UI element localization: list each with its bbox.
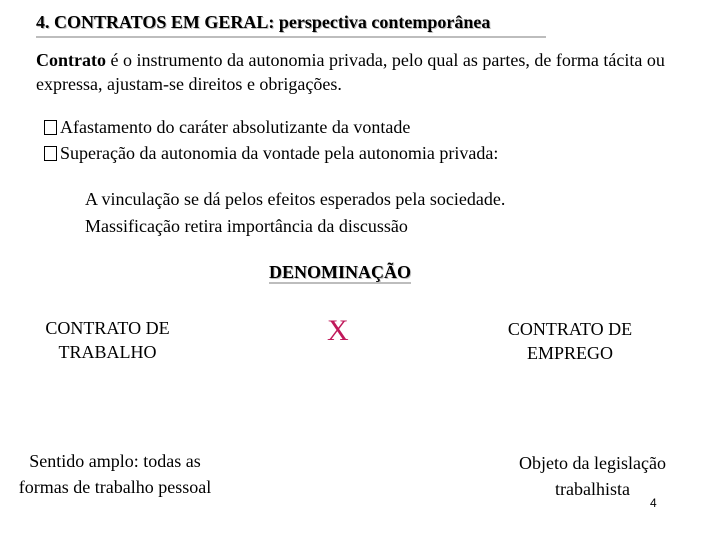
slide-title: 4. CONTRATOS EM GERAL: perspectiva contemporânea	[36, 12, 491, 32]
heading-line: CONTRATO DE	[507, 319, 633, 339]
versus-mark: X	[327, 314, 349, 347]
title-underline	[36, 36, 546, 38]
description-line: formas de trabalho pessoal	[18, 477, 212, 497]
definition-text: é o instrumento da autonomia privada, pelo qual as partes, de forma tácita ou expressa, ajustam-se direitos e obrigações.	[36, 50, 665, 94]
denominacao-label: DENOMINAÇÃO	[269, 262, 411, 282]
definition-term: Contrato	[36, 50, 106, 70]
sub-point: A vinculação se dá pelos efeitos esperados pela sociedade.	[85, 189, 506, 209]
contrato-de-emprego-heading	[480, 317, 660, 365]
bullet-text: Superação da autonomia da vontade pela autonomia privada:	[60, 143, 499, 163]
sub-point-list	[85, 186, 505, 240]
contrato-de-trabalho-heading	[20, 316, 195, 364]
description-line: Sentido amplo: todas as	[29, 451, 201, 471]
square-bullet-icon	[44, 146, 57, 161]
heading-line: EMPREGO	[526, 343, 613, 363]
definition-paragraph	[36, 48, 686, 96]
heading-line: TRABALHO	[58, 342, 157, 362]
description-line: trabalhista	[555, 479, 630, 499]
bullet-list	[44, 114, 498, 166]
bullet-text: Afastamento do caráter absolutizante da vontade	[60, 117, 411, 137]
denominacao-heading	[0, 262, 680, 283]
page-number: 4	[650, 496, 657, 510]
description-line: Objeto da legislação	[519, 453, 666, 473]
square-bullet-icon	[44, 120, 57, 135]
bullet-item	[44, 114, 498, 140]
sub-point: Massificação retira importância da discussão	[85, 216, 408, 236]
heading-line: CONTRATO DE	[45, 318, 170, 338]
left-description	[0, 448, 230, 500]
right-description	[500, 450, 685, 502]
bullet-item	[44, 140, 498, 166]
